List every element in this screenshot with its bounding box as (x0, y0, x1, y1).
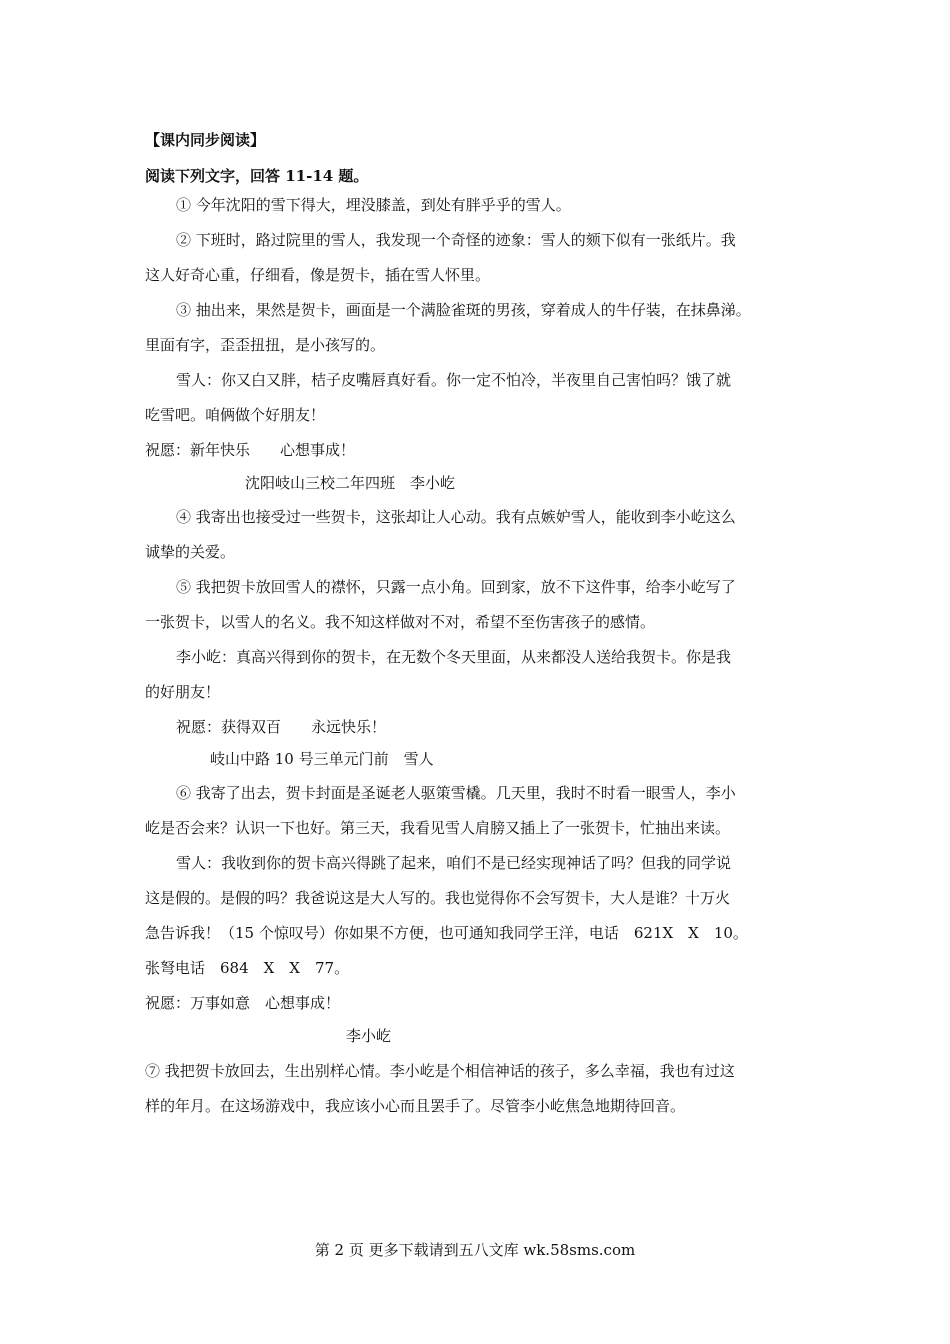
paragraph-line: 雪人：我收到你的贺卡高兴得跳了起来，咱们不是已经实现神话了吗？但我的同学说 (176, 854, 732, 872)
paragraph-line: 急告诉我！（15 个惊叹号）你如果不方便，也可通知我同学王洋，电话 621X X 10。 (145, 924, 748, 942)
paragraph-line: ① 今年沈阳的雪下得大，埋没膝盖，到处有胖乎乎的雪人。 (176, 196, 571, 214)
signature-line: 沈阳岐山三校二年四班 李小屹 (245, 474, 456, 492)
paragraph-line: ⑥ 我寄了出去，贺卡封面是圣诞老人驱策雪橇。几天里，我时不时看一眼雪人，李小 (176, 784, 736, 802)
greeting-line: 祝愿：新年快乐 心想事成！ (145, 441, 356, 459)
paragraph-line: 这人好奇心重，仔细看，像是贺卡，插在雪人怀里。 (145, 266, 491, 284)
paragraph-line: 里面有字，歪歪扭扭，是小孩写的。 (145, 336, 386, 354)
paragraph-line: 雪人：你又白又胖，桔子皮嘴唇真好看。你一定不怕冷，半夜里自己害怕吗？饿了就 (176, 371, 732, 389)
paragraph-line: ⑤ 我把贺卡放回雪人的襟怀，只露一点小角。回到家，放不下这件事，给李小屹写了 (176, 578, 736, 596)
paragraph-line: 屹是否会来？认识一下也好。第三天，我看见雪人肩膀又插上了一张贺卡，忙抽出来读。 (145, 819, 731, 837)
signature-line: 李小屹 (346, 1027, 392, 1045)
greeting-line: 祝愿：获得双百 永远快乐！ (176, 718, 387, 736)
paragraph-line: 诚挚的关爱。 (145, 543, 236, 561)
paragraph-line: 的好朋友！ (145, 683, 221, 701)
page-footer: 第 2 页 更多下载请到五八文库 wk.58sms.com (314, 1241, 636, 1259)
signature-line: 岐山中路 10 号三单元门前 雪人 (210, 750, 434, 768)
paragraph-line: ③ 抽出来，果然是贺卡，画面是一个满脸雀斑的男孩，穿着成人的牛仔装，在抹鼻涕。 (176, 301, 751, 319)
paragraph-line: ⑦ 我把贺卡放回去，生出别样心情。李小屹是个相信神话的孩子，多么幸福，我也有过这 (145, 1062, 735, 1080)
paragraph-line: ② 下班时，路过院里的雪人，我发现一个奇怪的迹象：雪人的颏下似有一张纸片。我 (176, 231, 736, 249)
section-heading: 【课内同步阅读】 (145, 131, 266, 149)
paragraph-line: 一张贺卡，以雪人的名义。我不知这样做对不对，希望不至伤害孩子的感情。 (145, 613, 656, 631)
reading-instruction: 阅读下列文字，回答 11-14 题。 (145, 167, 369, 185)
paragraph-line: 李小屹：真高兴得到你的贺卡，在无数个冬天里面，从来都没人送给我贺卡。你是我 (176, 648, 732, 666)
paragraph-line: 样的年月。在这场游戏中，我应该小心而且罢手了。尽管李小屹焦急地期待回音。 (145, 1097, 686, 1115)
paragraph-line: 张弩电话 684 X X 77。 (145, 959, 350, 977)
paragraph-line: 这是假的。是假的吗？我爸说这是大人写的。我也觉得你不会写贺卡，大人是谁？十万火 (145, 889, 731, 907)
greeting-line: 祝愿：万事如意 心想事成！ (145, 994, 341, 1012)
paragraph-line: ④ 我寄出也接受过一些贺卡，这张却让人心动。我有点嫉妒雪人，能收到李小屹这么 (176, 508, 736, 526)
paragraph-line: 吃雪吧。咱俩做个好朋友！ (145, 406, 326, 424)
